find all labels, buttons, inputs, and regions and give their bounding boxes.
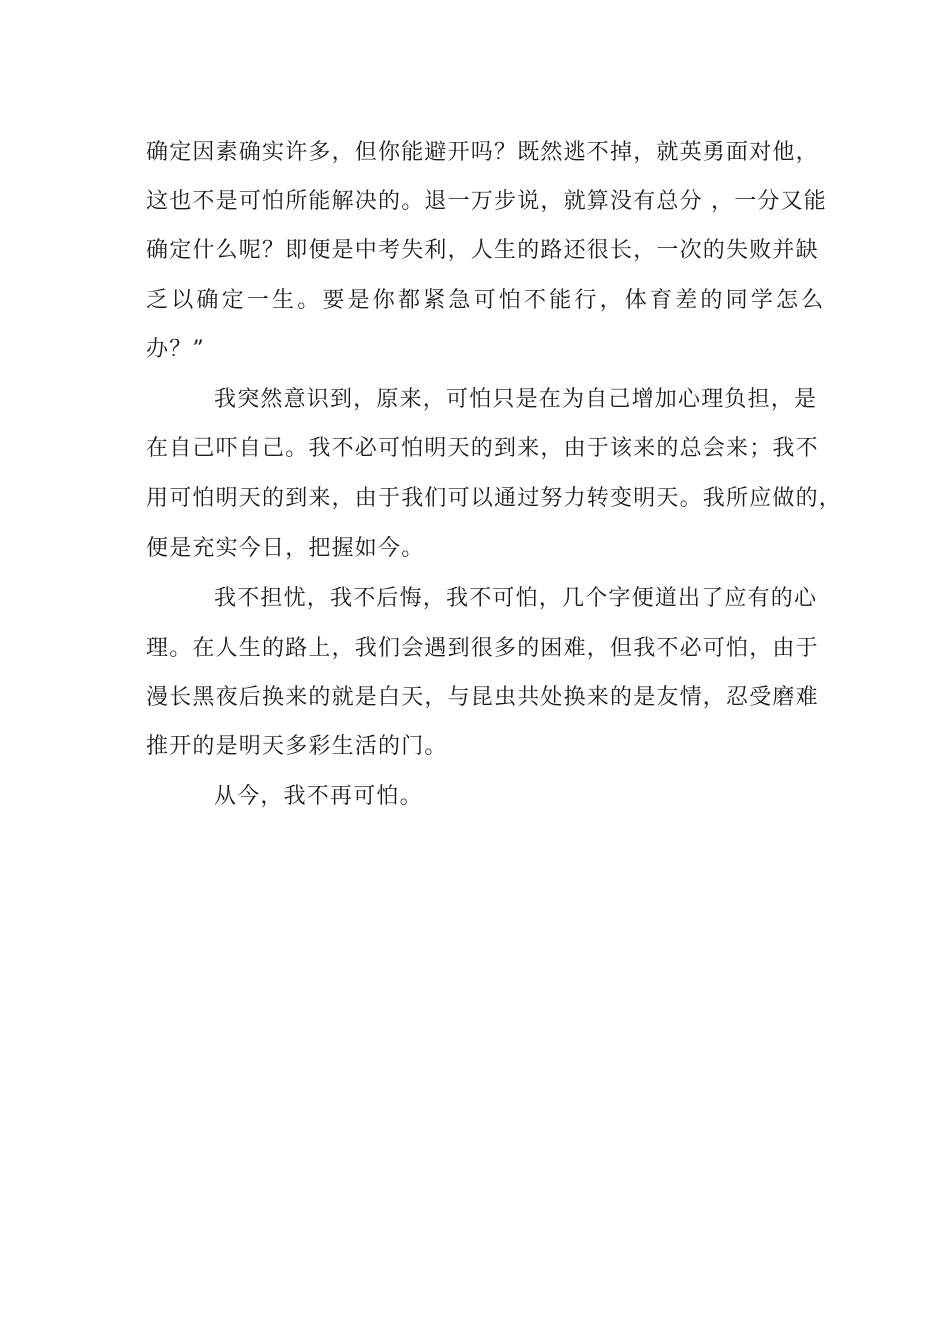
text-line: 在自己吓自己。我不必可怕明天的到来，由于该来的总会来；我不 — [146, 436, 819, 461]
text-line: 办？” — [146, 337, 205, 362]
text-line: 推开的是明天多彩生活的门。 — [146, 734, 448, 759]
text-line: 这也不是可怕所能解决的。退一万步说，就算没有总分 ，一分又能 — [146, 189, 827, 214]
text-line: 确定什么呢？即便是中考失利，人生的路还很长，一次的失败并缺 — [146, 238, 819, 263]
text-line: 用可怕明天的到来，由于我们可以通过努力转变明天。我所应做的， — [146, 486, 843, 511]
text-line: 乏以确定一生。要是你都紧急可怕不能行，体育差的同学怎么 — [146, 288, 827, 313]
text-line: 我突然意识到，原来，可怕只是在为自己增加心理负担，是 — [214, 387, 818, 412]
text-line: 理。在人生的路上，我们会遇到很多的困难，但我不必可怕，由于 — [146, 636, 819, 661]
text-line: 便是充实今日，把握如今。 — [146, 536, 425, 561]
text-line: 漫长黑夜后换来的就是白天，与昆虫共处换来的是友情，忍受磨难 — [146, 685, 819, 710]
text-line: 确定因素确实许多，但你能避开吗？既然逃不掉，就英勇面对他， — [146, 140, 819, 165]
text-line: 我不担忧，我不后悔，我不可怕，几个字便道出了应有的心 — [214, 586, 818, 611]
text-line: 从今，我不再可怕。 — [214, 784, 423, 809]
